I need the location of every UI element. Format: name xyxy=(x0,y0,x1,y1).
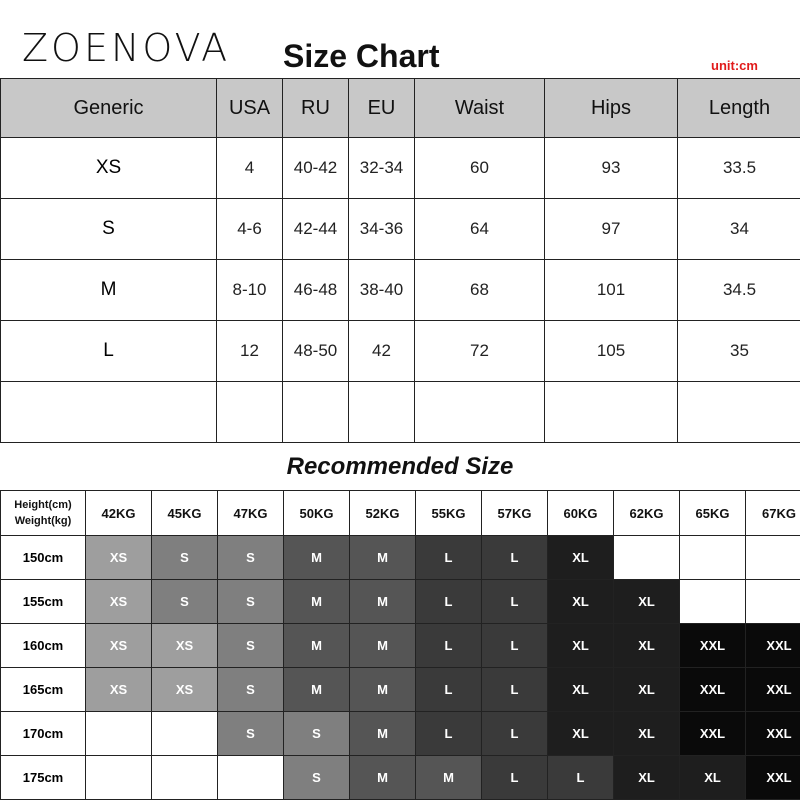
size-cell: XXL xyxy=(746,756,800,800)
header-hips: Hips xyxy=(545,79,678,138)
table-row xyxy=(1,321,800,382)
size-cell: XXL xyxy=(746,624,800,668)
table-row xyxy=(1,668,800,712)
cell-length: 34 xyxy=(678,199,800,260)
cell-hips: 93 xyxy=(545,138,678,199)
size-cell: XL xyxy=(614,668,680,712)
size-cell: S xyxy=(218,668,284,712)
size-cell: S xyxy=(218,624,284,668)
cell-hips: 105 xyxy=(545,321,678,382)
weight-header: 50KG xyxy=(284,491,350,536)
height-label: 175cm xyxy=(1,756,86,800)
size-cell: S xyxy=(218,580,284,624)
size-cell: S xyxy=(284,756,350,800)
weight-header: 62KG xyxy=(614,491,680,536)
cell-hips: 97 xyxy=(545,199,678,260)
cell-length: 33.5 xyxy=(678,138,800,199)
size-cell: XL xyxy=(680,756,746,800)
size-cell: XS xyxy=(86,580,152,624)
size-cell: L xyxy=(416,624,482,668)
size-cell: M xyxy=(284,668,350,712)
weight-header: 52KG xyxy=(350,491,416,536)
size-cell: XS xyxy=(86,668,152,712)
cell-generic: L xyxy=(1,321,217,382)
cell-generic: XS xyxy=(1,138,217,199)
weight-header: 65KG xyxy=(680,491,746,536)
cell-waist: 64 xyxy=(415,199,545,260)
size-chart-header-row xyxy=(1,79,800,138)
cell-generic: M xyxy=(1,260,217,321)
size-cell: XL xyxy=(614,624,680,668)
weight-header: 60KG xyxy=(548,491,614,536)
size-cell: S xyxy=(218,712,284,756)
size-cell: XL xyxy=(548,712,614,756)
size-cell: L xyxy=(482,712,548,756)
cell-eu: 38-40 xyxy=(349,260,415,321)
size-cell: XL xyxy=(548,624,614,668)
cell-waist: 68 xyxy=(415,260,545,321)
header-length: Length xyxy=(678,79,800,138)
size-cell: XXL xyxy=(680,624,746,668)
size-cell: XL xyxy=(548,536,614,580)
table-row xyxy=(1,624,800,668)
weight-header: 55KG xyxy=(416,491,482,536)
cell-usa: 4 xyxy=(217,138,283,199)
size-cell xyxy=(152,712,218,756)
size-cell: L xyxy=(416,536,482,580)
cell-usa: 12 xyxy=(217,321,283,382)
weight-header: 57KG xyxy=(482,491,548,536)
size-cell: M xyxy=(350,624,416,668)
size-cell: M xyxy=(350,756,416,800)
cell-usa: 4-6 xyxy=(217,199,283,260)
cell-eu: 34-36 xyxy=(349,199,415,260)
weight-header: 67KG xyxy=(746,491,800,536)
recommended-size-title: Recommended Size xyxy=(286,453,514,480)
size-cell: S xyxy=(152,536,218,580)
weight-header: 47KG xyxy=(218,491,284,536)
size-cell: L xyxy=(482,668,548,712)
height-label: 165cm xyxy=(1,668,86,712)
size-cell: M xyxy=(284,536,350,580)
size-cell xyxy=(680,536,746,580)
header-waist: Waist xyxy=(415,79,545,138)
size-cell: L xyxy=(416,668,482,712)
size-cell: M xyxy=(350,712,416,756)
cell-usa xyxy=(217,382,283,443)
size-cell xyxy=(152,756,218,800)
size-cell: L xyxy=(482,756,548,800)
size-cell: M xyxy=(416,756,482,800)
recommended-header-row xyxy=(1,491,800,536)
cell-ru: 48-50 xyxy=(283,321,349,382)
height-label: 155cm xyxy=(1,580,86,624)
size-cell: M xyxy=(350,580,416,624)
size-cell xyxy=(218,756,284,800)
size-cell: S xyxy=(218,536,284,580)
page-title: Size Chart xyxy=(283,38,440,74)
cell-waist: 72 xyxy=(415,321,545,382)
size-cell: L xyxy=(416,712,482,756)
size-cell xyxy=(680,580,746,624)
table-row xyxy=(1,260,800,321)
size-cell xyxy=(86,712,152,756)
size-cell: XXL xyxy=(680,668,746,712)
size-cell: XXL xyxy=(746,668,800,712)
cell-usa: 8-10 xyxy=(217,260,283,321)
weight-header: 45KG xyxy=(152,491,218,536)
cell-eu xyxy=(349,382,415,443)
cell-waist: 60 xyxy=(415,138,545,199)
size-cell: XS xyxy=(152,624,218,668)
cell-ru xyxy=(283,382,349,443)
table-row xyxy=(1,138,800,199)
cell-generic: S xyxy=(1,199,217,260)
table-row xyxy=(1,536,800,580)
size-cell xyxy=(86,756,152,800)
size-cell: XXL xyxy=(746,712,800,756)
size-cell: M xyxy=(284,580,350,624)
size-cell: L xyxy=(482,580,548,624)
header-eu: EU xyxy=(349,79,415,138)
size-cell: S xyxy=(284,712,350,756)
size-cell xyxy=(746,580,800,624)
size-cell: L xyxy=(482,536,548,580)
size-cell: XS xyxy=(152,668,218,712)
size-cell: XL xyxy=(548,668,614,712)
table-row xyxy=(1,580,800,624)
unit-label: unit:cm xyxy=(711,58,758,73)
header-ru: RU xyxy=(283,79,349,138)
size-cell: L xyxy=(416,580,482,624)
header-generic: Generic xyxy=(1,79,217,138)
cell-eu: 42 xyxy=(349,321,415,382)
height-label: 170cm xyxy=(1,712,86,756)
corner-height-label: Height(cm) xyxy=(14,499,72,511)
height-label: 150cm xyxy=(1,536,86,580)
size-cell: XL xyxy=(614,756,680,800)
size-chart-table xyxy=(0,78,800,443)
table-row xyxy=(1,199,800,260)
weight-header: 42KG xyxy=(86,491,152,536)
size-cell: M xyxy=(350,536,416,580)
cell-length: 34.5 xyxy=(678,260,800,321)
table-row xyxy=(1,712,800,756)
table-row xyxy=(1,756,800,800)
size-cell: XL xyxy=(614,712,680,756)
cell-generic xyxy=(1,382,217,443)
height-label: 160cm xyxy=(1,624,86,668)
brand-logo: ZOENOVA xyxy=(22,26,231,70)
cell-eu: 32-34 xyxy=(349,138,415,199)
size-cell xyxy=(614,536,680,580)
cell-ru: 42-44 xyxy=(283,199,349,260)
size-cell: XL xyxy=(548,580,614,624)
cell-hips xyxy=(545,382,678,443)
size-cell: S xyxy=(152,580,218,624)
cell-ru: 40-42 xyxy=(283,138,349,199)
table-row xyxy=(1,382,800,443)
size-cell: L xyxy=(548,756,614,800)
cell-length xyxy=(678,382,800,443)
header-usa: USA xyxy=(217,79,283,138)
size-cell: L xyxy=(482,624,548,668)
cell-hips: 101 xyxy=(545,260,678,321)
size-cell: M xyxy=(284,624,350,668)
cell-length: 35 xyxy=(678,321,800,382)
size-cell: XS xyxy=(86,624,152,668)
corner-weight-label: Weight(kg) xyxy=(14,515,72,527)
height-weight-corner xyxy=(1,491,86,536)
recommended-size-table xyxy=(0,490,800,800)
cell-waist xyxy=(415,382,545,443)
size-cell: M xyxy=(350,668,416,712)
size-cell: XL xyxy=(614,580,680,624)
cell-ru: 46-48 xyxy=(283,260,349,321)
size-cell xyxy=(746,536,800,580)
size-cell: XS xyxy=(86,536,152,580)
size-cell: XXL xyxy=(680,712,746,756)
